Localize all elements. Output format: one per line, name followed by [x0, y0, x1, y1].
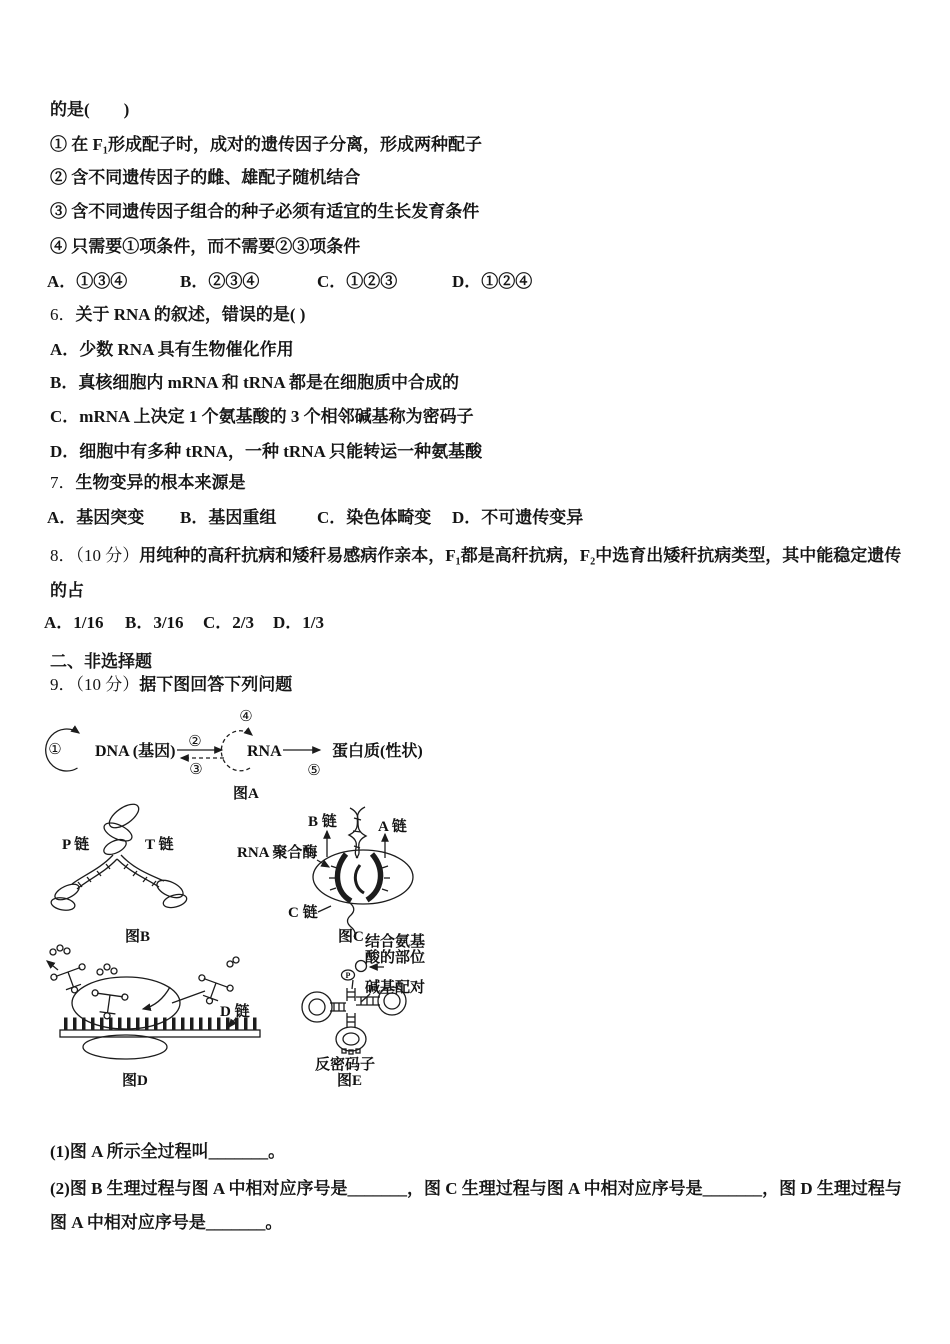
fig-e-aa-site-label-line2: 酸的部位 — [365, 950, 426, 966]
q7-option-a: A．基因突变 — [47, 508, 145, 527]
q8-option-b: B．3/16 — [125, 613, 184, 632]
q8-score: （10 分） — [75, 546, 140, 565]
fork-left-strand — [72, 855, 113, 884]
fig-c-c-chain-label: C 链 — [288, 905, 318, 921]
nascent-rna — [355, 865, 364, 893]
fig-a-dna-label: DNA (基因) — [95, 743, 176, 760]
q5-stem-tail: 的是( ) — [50, 100, 130, 119]
fig-d-d-chain-label: D 链 — [220, 1004, 250, 1020]
fig-b-caption: 图B — [125, 929, 151, 945]
ribosome-movement-arrow — [143, 987, 170, 1009]
q9-stem-text: 据下图回答下列问题 — [139, 675, 293, 694]
fig-e — [302, 932, 425, 1089]
fig-c-polymerase-label: RNA 聚合酶 — [237, 845, 318, 861]
fig-a-label-1: ① — [48, 742, 62, 758]
polymerase-bubble — [313, 850, 413, 904]
left-loop — [302, 992, 332, 1022]
q6-option-a: A．少数 RNA 具有生物催化作用 — [50, 340, 294, 359]
peptide-bead — [111, 968, 117, 974]
ribosome-small-subunit — [83, 1035, 167, 1059]
q8-stem-line2: 的占 — [50, 581, 84, 600]
q6-stem-line — [50, 304, 305, 325]
q7-option-d: D．不可遗传变异 — [452, 508, 584, 527]
fig-d-caption: 图D — [122, 1073, 148, 1089]
peptide-bead — [50, 949, 56, 955]
q6-option-d: D．细胞中有多种 tRNA，一种 tRNA 只能转运一种氨基酸 — [50, 442, 483, 461]
fig-b — [50, 800, 188, 945]
amino-acid-attachment-circle — [356, 961, 367, 972]
fig-b-t-chain-label: T 链 — [145, 837, 174, 853]
anticodon-base — [349, 1050, 353, 1054]
fig-a-label-4: ④ — [239, 709, 253, 725]
fig-c — [237, 807, 413, 945]
peptide-bead — [64, 948, 70, 954]
peptide-bead — [57, 945, 63, 951]
fig-a-label-3: ③ — [189, 762, 203, 778]
q7-stem-line — [50, 472, 246, 493]
fig-e-caption: 图E — [337, 1073, 363, 1089]
peptide-bead — [97, 969, 103, 975]
fig-e-base-pair-label: 碱基配对 — [365, 980, 426, 996]
fig-e-p-label: P — [345, 971, 351, 980]
fig-b-p-chain-label: P 链 — [62, 837, 90, 853]
fig-a — [46, 709, 423, 802]
q6-option-b: B．真核细胞内 mRNA 和 tRNA 都是在细胞质中合成的 — [50, 373, 459, 392]
q9-sub3: 图 A 中相对应序号是_______。 — [50, 1213, 283, 1232]
q5-option-d: D．①②④ — [452, 272, 533, 291]
fork-right-strand — [117, 859, 159, 887]
section2-title: 二、非选择题 — [50, 652, 152, 671]
q7-stem: 生物变异的根本来源是 — [75, 473, 246, 492]
q9-sub2: (2)图 B 生理过程与图 A 中相对应序号是_______，图 C 生理过程与图 A 中相对应序号是_______，图 D 生理过程与 — [50, 1179, 902, 1198]
ribosome-large-subunit — [72, 977, 180, 1029]
q9-sub1: (1)图 A 所示全过程叫_______。 — [50, 1142, 286, 1161]
q9-stem-line — [50, 674, 292, 695]
peptide-bead — [233, 957, 239, 963]
fig-a-label-2: ② — [188, 734, 202, 750]
hatch — [330, 888, 336, 890]
fig-d — [47, 945, 260, 1089]
peptide-bead — [104, 964, 110, 970]
new-strand-coil — [50, 896, 76, 912]
fig-e-anticodon-label: 反密码子 — [315, 1057, 376, 1073]
trna-in-ribosome — [89, 990, 128, 1022]
q8-option-a: A．1/16 — [44, 613, 104, 632]
fig-e-aa-site-label-line1: 结合氨基 — [365, 934, 426, 950]
q6-stem: 关于 RNA 的叙述，错误的是( ) — [75, 305, 306, 324]
q7-option-c: C．染色体畸变 — [317, 508, 432, 527]
q5-option-a: A．①③④ — [47, 272, 128, 291]
q5-option-c: C．①②③ — [317, 272, 398, 291]
trna-exit-arrow — [47, 961, 58, 970]
q9-score: （10 分） — [75, 675, 140, 694]
new-strand-coil — [154, 877, 185, 902]
anticodon-loop — [336, 1027, 366, 1051]
left-loop-inner — [309, 999, 325, 1015]
anticodon-base — [342, 1049, 346, 1053]
hatch — [382, 889, 388, 891]
q5-item-3: ③ 含不同遗传因子组合的种子必须有适宜的生长发育条件 — [50, 202, 480, 221]
c-chain-pointer — [318, 906, 331, 912]
q5-item-1: ① 在 F₁形成配子时，成对的遗传因子分离，形成两种配子 — [50, 135, 482, 154]
q6-option-c: C．mRNA 上决定 1 个氨基酸的 3 个相邻碱基称为密码子 — [50, 407, 474, 426]
q5-option-b: B．②③④ — [180, 272, 260, 291]
q5-item-2: ② 含不同遗传因子的雌、雄配子随机结合 — [50, 168, 361, 187]
fig-c-b-chain-label: B 链 — [308, 814, 337, 830]
helix-coil — [102, 836, 129, 857]
q8-option-c: C．2/3 — [203, 613, 254, 632]
unwound-strand — [337, 854, 351, 901]
q9-figure — [20, 700, 470, 1110]
fig-c-caption: 图C — [338, 929, 364, 945]
fig-a-label-5: ⑤ — [307, 763, 321, 779]
fork-left-strand — [77, 859, 117, 889]
q8-option-d: D．1/3 — [273, 613, 324, 632]
q8-number: 8． — [50, 546, 76, 565]
fig-c-a-chain-label: A 链 — [378, 819, 407, 835]
new-strand-coil — [53, 881, 82, 903]
q6-number: 6． — [50, 305, 76, 324]
fig-a-protein-label: 蛋白质(性状) — [332, 743, 423, 760]
helix-coil — [101, 819, 134, 844]
fig-a-rna-label: RNA — [247, 743, 282, 760]
unwound-strand — [367, 854, 381, 900]
q7-number: 7． — [50, 473, 76, 492]
q8-stem-text: 用纯种的高秆抗病和矮秆易感病作亲本，F₁都是高秆抗病，F₂中选育出矮秆抗病类型，其中能稳定遗传 — [139, 546, 902, 565]
anticodon-base — [356, 1049, 360, 1053]
fig-a-caption: 图A — [233, 786, 259, 802]
q5-item-4: ④ 只需要①项条件，而不需要②③项条件 — [50, 237, 361, 256]
acceptor-link — [352, 980, 353, 989]
trna-entry-line — [172, 991, 205, 1003]
q7-option-b: B．基因重组 — [180, 508, 277, 527]
anticodon-loop-inner — [343, 1033, 359, 1045]
hatch — [382, 866, 388, 868]
peptide-bead — [227, 961, 233, 967]
q8-stem-line1 — [50, 545, 901, 566]
mrna-strand — [60, 1030, 260, 1037]
q9-number: 9． — [50, 675, 76, 694]
